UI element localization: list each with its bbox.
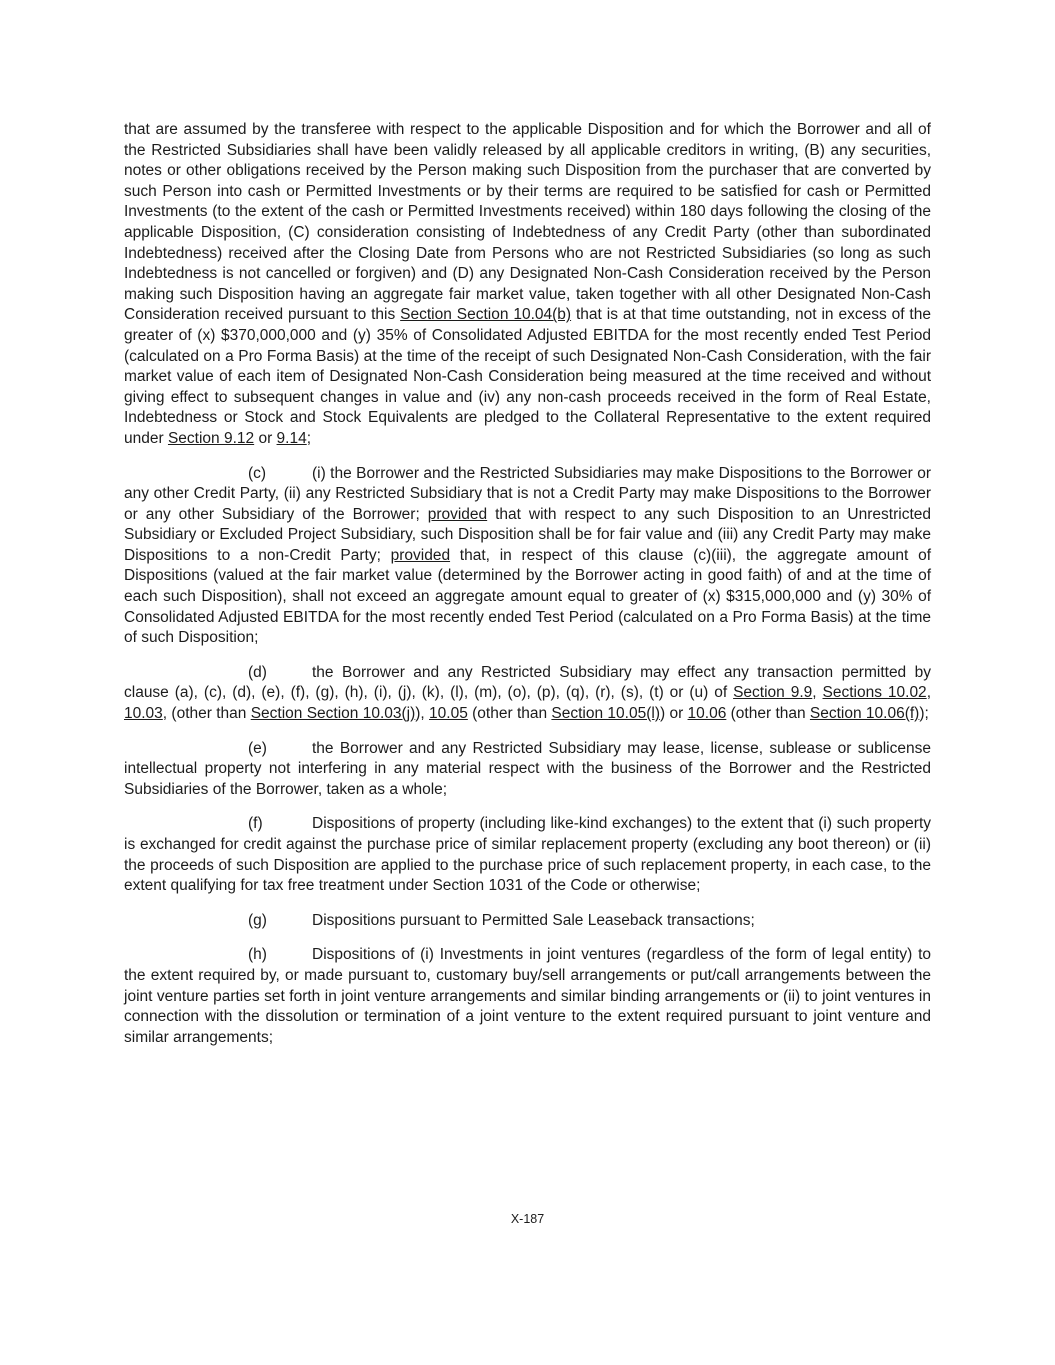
section-reference: provided	[427, 505, 488, 523]
clause-label: (h)	[248, 946, 267, 964]
clause-label: (c)	[248, 464, 267, 482]
paragraph	[124, 464, 931, 649]
text-segment: or	[254, 429, 277, 447]
page-number: X-187	[510, 1212, 545, 1226]
text-segment: ) or	[659, 705, 688, 723]
document-body	[124, 120, 931, 1062]
text-segment: ,	[812, 684, 823, 702]
paragraph	[124, 814, 931, 896]
text-segment: , (other than	[162, 705, 251, 723]
section-reference: 10.05	[429, 705, 468, 723]
section-reference: provided	[390, 546, 451, 564]
clause-label: (g)	[248, 911, 267, 929]
section-reference: Sections 10.02	[822, 684, 927, 702]
paragraph	[124, 739, 931, 801]
clause-label: (d)	[248, 663, 267, 681]
paragraph	[124, 663, 931, 725]
text-segment: (other than	[726, 705, 810, 723]
section-reference: Section Section 10.04(b)	[400, 306, 572, 324]
clause-label: (e)	[248, 739, 267, 757]
text-segment: that with respect to any such Disposition to an Unrestricted Subsidiary or Excluded Project Subsidiary, such Disposition shall be for fair value and (iii) any Credit Party may make Dispositions to a non-Credit Party;	[124, 505, 931, 564]
text-segment: that is at that time outstanding, not in excess of the greater of (x) $370,000,000 and (y) 35% of Consolidated Adjusted EBITDA for the most recently ended Test Period (calculated on a Pro Forma Basis) at the time of the receipt of such Designated Non-Cash Consideration, with the fair market value of each item of Designated Non-Cash Consideration being measured at the time received and without giving effect to subsequent changes in value and (iv) any non-cash proceeds received in the form of Real Estate, Indebtedness or Stock and Stock Equivalents are pledged to the Collateral Representative to the extent required under	[124, 306, 931, 447]
section-reference: Section 10.05(l)	[551, 705, 660, 723]
section-reference: Section 10.06(f)	[809, 705, 920, 723]
section-reference: Section 9.9	[733, 684, 813, 702]
text-segment: Dispositions of (i) Investments in joint ventures (regardless of the form of legal entity) to the extent required by, or made pursuant to, customary buy/sell arrangements or put/call arrangements between the joint venture parties set forth in joint venture arrangements and similar binding arrangements or (ii) to joint ventures in connection with the dissolution or termination of a joint venture to the extent required pursuant to joint venture and similar arrangements;	[124, 946, 931, 1046]
text-segment: ,	[926, 684, 931, 702]
text-segment: that are assumed by the transferee with respect to the applicable Disposition and for which the Borrower and all of the Restricted Subsidiaries shall have been validly released by all applicable creditors in writing, (B) any securities, notes or other obligations received by the Person making such Disposition from the purchaser that are converted by such Person into cash or Permitted Investments or by their terms are required to be satisfied for cash or Permitted Investments (to the extent of the cash or Permitted Investments received) within 180 days following the closing of the applicable Disposition, (C) consideration consisting of Indebtedness of any Credit Party (other than subordinated Indebtedness) received after the Closing Date from Persons who are not Restricted Subsidiaries (so long as such Indebtedness is not cancelled or forgiven) and (D) any Designated Non-Cash Consideration received by the Person making such Disposition having an aggregate fair market value, taken together with all other Designated Non-Cash Consideration received pursuant to this	[124, 121, 931, 324]
section-reference: 9.14	[276, 429, 307, 447]
text-segment: );	[919, 705, 929, 723]
paragraph	[124, 120, 931, 450]
text-segment: (other than	[467, 705, 552, 723]
text-segment: ;	[306, 429, 312, 447]
section-reference: Section Section 10.03(j)	[250, 705, 416, 723]
paragraph	[124, 945, 931, 1048]
text-segment: Dispositions pursuant to Permitted Sale Leaseback transactions;	[312, 911, 755, 929]
text-segment: the Borrower and any Restricted Subsidiary may lease, license, sublease or sublicense intellectual property not interfering in any material respect with the business of the Borrower and the Restricted Subsidiaries of the Borrower, taken as a whole;	[124, 739, 931, 798]
section-reference: 10.03	[124, 705, 163, 723]
section-reference: 10.06	[687, 705, 727, 723]
text-segment: Dispositions of property (including like-kind exchanges) to the extent that (i) such property is exchanged for credit against the purchase price of similar replacement property (excluding any boot thereon) or (ii) the proceeds of such Disposition are applied to the purchase price of such replacement property, in each case, to the extent qualifying for tax free treatment under Section 1031 of the Code or otherwise;	[124, 815, 931, 895]
clause-label: (f)	[248, 815, 263, 833]
text-segment: (i) the Borrower and the Restricted Subsidiaries may make Dispositions to the Borrower or any other Credit Party, (ii) any Restricted Subsidiary that is not a Credit Party may make Dispositions to the Borrower or any other Subsidiary of the Borrower;	[124, 464, 931, 523]
text-segment: that, in respect of this clause (c)(iii), the aggregate amount of Dispositions (valued at the fair market value (determined by the Borrower acting in good faith) of and at the time of each such Disposition), shall not exceed an aggregate amount equal to greater of (x) $315,000,000 and (y) 30% of Consolidated Adjusted EBITDA for the most recently ended Test Period (calculated on a Pro Forma Basis) at the time of such Disposition;	[124, 546, 932, 647]
paragraph	[124, 911, 931, 932]
section-reference: Section 9.12	[167, 429, 255, 447]
text-segment: the Borrower and any Restricted Subsidiary may effect any transaction permitted by clause (a), (c), (d), (e), (f), (g), (h), (i), (j), (k), (l), (m), (o), (p), (q), (r), (s), (t) or (u) of	[124, 663, 931, 702]
text-segment: ),	[415, 705, 430, 723]
